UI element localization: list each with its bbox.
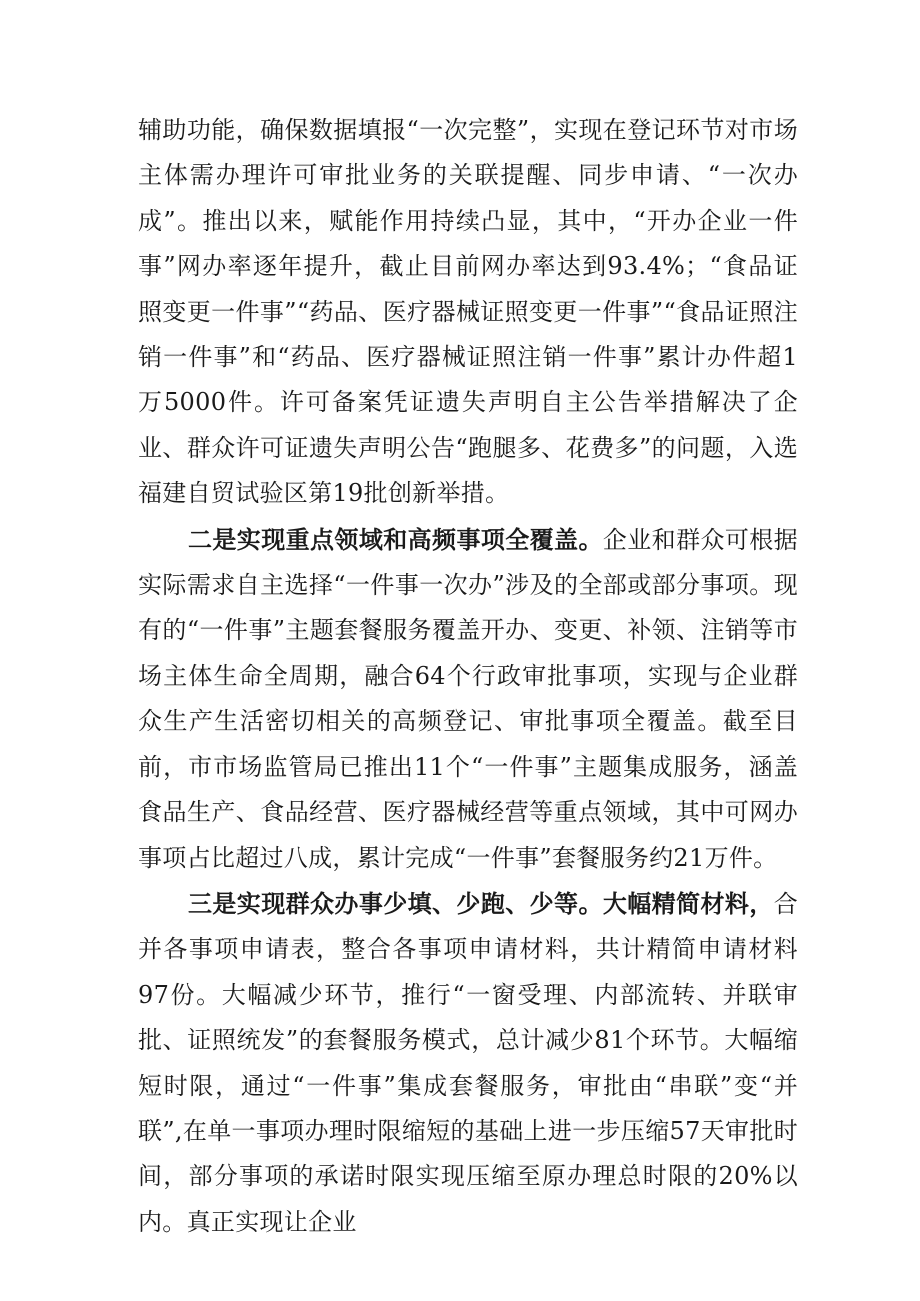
paragraph-3-heading: 三是实现群众办事少填、少跑、少等。 [188, 888, 603, 918]
paragraph-3-text-steps: 推行“一窗受理、内部流转、并联审批、证照统发”的套餐服务模式，总计减少81个环节。 [138, 980, 798, 1055]
paragraph-3-text-materials: 合并各事项申请表，整合各事项申请材料，共计精简申请材料97份。 [138, 889, 798, 1009]
paragraph-3-subheading-steps: 大幅减少环节， [221, 980, 402, 1009]
document-body [138, 108, 798, 1245]
paragraph-2-text: 企业和群众可根据实际需求自主选择“一件事一次办”涉及的全部或部分事项。现有的“一件事”主题套餐服务覆盖开办、变更、补领、注销等市场主体生命全周期，融合64个行政审批事项，实现与企业群众生产生活密切相关的高频登记、审批事项全覆盖。截至目前，市市场监管局已推出11个“一件事”主题集成服务，涵盖食品生产、食品经营、医疗器械经营等重点领域，其中可网办事项占比超过八成，累计完成“一件事”套餐服务约21万件。 [138, 525, 798, 872]
paragraph-3-subheading-time: 大幅缩短时限， [138, 1026, 798, 1100]
paragraph-3-text-time: 通过“一件事”集成套餐服务，审批由“串联”变“并联”,在单一事项办理时限缩短的基础上进一步压缩57天审批时间，部分事项的承诺时限实现压缩至原办理总时限的20%以内。真正实现让企业 [138, 1071, 799, 1236]
paragraph-2-heading: 二是实现重点领域和高频事项全覆盖。 [188, 524, 603, 554]
paragraph-2 [138, 517, 798, 881]
paragraph-3 [138, 881, 798, 1245]
paragraph-1 [138, 108, 798, 517]
paragraph-3-subheading-materials: 大幅精简材料， [602, 888, 774, 918]
paragraph-1-text: 辅助功能，确保数据填报“一次完整”，实现在登记环节对市场主体需办理许可审批业务的关联提醒、同步申请、“一次办成”。推出以来，赋能作用持续凸显，其中，“开办企业一件事”网办率逐年提升，截止目前网办率达到93.4%；“食品证照变更一件事”“药品、医疗器械证照变更一件事”“食品证照注销一件事”和“药品、医疗器械证照注销一件事”累计办件超1万5000件。许可备案凭证遗失声明自主公告举措解决了企业、群众许可证遗失声明公告“跑腿多、花费多”的问题，入选福建自贸试验区第19批创新举措。 [138, 116, 798, 508]
